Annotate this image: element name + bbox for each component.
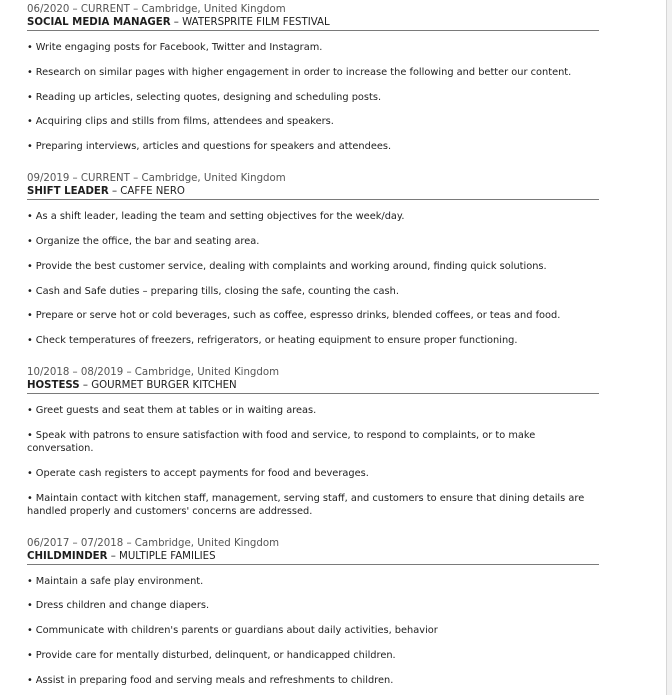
job-duties-list [27, 41, 599, 153]
job-title [27, 379, 599, 394]
job-dates-location: 06/2017 – 07/2018 – Cambridge, United Kingdom [27, 537, 279, 549]
duty-item: • Preparing interviews, articles and questions for speakers and attendees. [27, 140, 599, 153]
job-dates-location: 09/2019 – CURRENT – Cambridge, United Kingdom [27, 173, 286, 185]
duty-item: • Write engaging posts for Facebook, Twitter and Instagram. [27, 41, 599, 54]
job-title [27, 16, 599, 31]
job-employer: – MULTIPLE FAMILIES [107, 550, 216, 562]
job-entry [27, 367, 599, 517]
duty-item: • Maintain contact with kitchen staff, management, serving staff, and customers to ensure that dining details are handled properly and customers' concerns are addressed. [27, 492, 599, 518]
duty-item: • Prepare or serve hot or cold beverages, such as coffee, espresso drinks, blended coffees, or teas and food. [27, 309, 599, 322]
job-dates-location: 10/2018 – 08/2019 – Cambridge, United Kingdom [27, 367, 279, 379]
duty-item: • Assist in preparing food and serving meals and refreshments to children. [27, 674, 599, 687]
duty-item: • Provide the best customer service, dealing with complaints and working around, finding quick solutions. [27, 260, 599, 273]
job-role: HOSTESS [27, 380, 80, 392]
job-title [27, 185, 599, 200]
work-experience-section [27, 4, 599, 695]
duty-item: • Provide care for mentally disturbed, delinquent, or handicapped children. [27, 649, 599, 662]
job-employer: – WATERSPRITE FILM FESTIVAL [170, 17, 330, 28]
duty-item: • Acquiring clips and stills from films, attendees and speakers. [27, 115, 599, 128]
duty-item: • Research on similar pages with higher engagement in order to increase the following and better our content. [27, 66, 599, 79]
job-role: SOCIAL MEDIA MANAGER [27, 17, 171, 28]
duty-item: • Maintain a safe play environment. [27, 575, 599, 588]
job-entry [27, 173, 599, 347]
duty-item: • Dress children and change diapers. [27, 599, 599, 612]
duty-item: • As a shift leader, leading the team and setting objectives for the week/day. [27, 210, 599, 223]
job-role: CHILDMINDER [27, 550, 108, 562]
duty-item: • Speak with patrons to ensure satisfaction with food and service, to respond to complaints, or to make conversation. [27, 429, 599, 455]
job-duties-list [27, 210, 599, 347]
job-duties-list [27, 404, 599, 517]
job-entry [27, 538, 599, 687]
duty-item: • Greet guests and seat them at tables or in waiting areas. [27, 404, 599, 417]
duty-item: • Communicate with children's parents or guardians about daily activities, behavior [27, 624, 599, 637]
window-edge [666, 0, 672, 695]
job-dates-location: 06/2020 – CURRENT – Cambridge, United Kingdom [27, 4, 286, 15]
job-employer: – CAFFE NERO [108, 186, 185, 198]
duty-item: • Organize the office, the bar and seating area. [27, 235, 599, 248]
duty-item: • Check temperatures of freezers, refrigerators, or heating equipment to ensure proper functioning. [27, 334, 599, 347]
job-entry [27, 4, 599, 153]
duty-item: • Reading up articles, selecting quotes, designing and scheduling posts. [27, 91, 599, 104]
job-title [27, 550, 599, 565]
job-role: SHIFT LEADER [27, 186, 109, 198]
duty-item: • Operate cash registers to accept payments for food and beverages. [27, 467, 599, 480]
duty-item: • Cash and Safe duties – preparing tills, closing the safe, counting the cash. [27, 285, 599, 298]
job-employer: – GOURMET BURGER KITCHEN [79, 380, 237, 392]
job-duties-list [27, 575, 599, 687]
